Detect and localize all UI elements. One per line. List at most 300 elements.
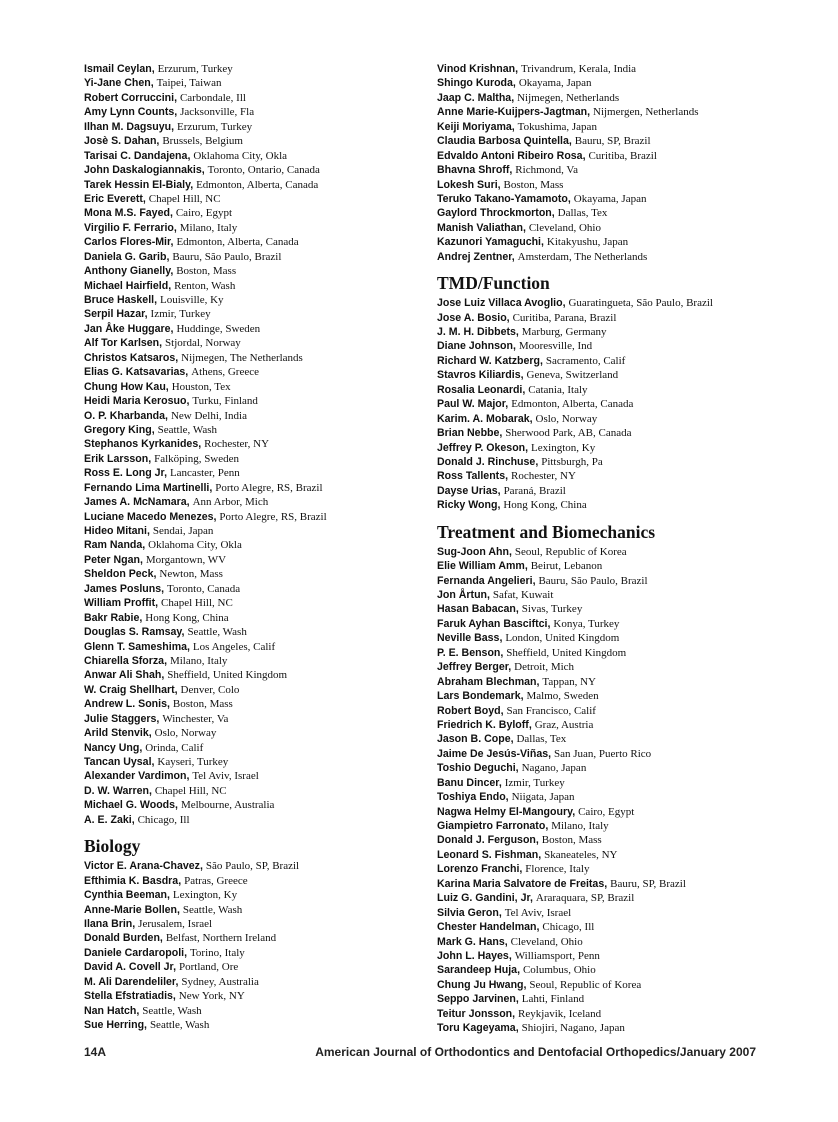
reviewer-entry [84, 235, 429, 249]
reviewer-location: Erzurum, Turkey [157, 63, 233, 75]
reviewer-location: Beirut, Lebanon [530, 560, 603, 573]
reviewer-name: Carlos Flores-Mir [84, 236, 171, 249]
reviewer-name: Ilhan M. Dagsuyu [84, 120, 172, 133]
reviewer-entry [437, 339, 777, 353]
reviewer-location: Jacksonville, Fla [180, 106, 255, 119]
reviewer-entry [84, 105, 429, 119]
reviewer-name: Anne-Marie Bollen [84, 903, 178, 916]
reviewer-name: David A. Covell Jr [84, 961, 174, 974]
separator: , [505, 791, 512, 804]
separator: , [148, 784, 155, 797]
separator: , [187, 640, 193, 653]
reviewer-name: Andrej Zentner [437, 250, 512, 263]
separator: , [530, 892, 536, 905]
reviewer-location: Seattle, Wash [142, 1004, 202, 1017]
reviewer-name: Ross Tallents [437, 470, 506, 483]
reviewer-location: Sendai, Japan [152, 525, 214, 537]
reviewer-name: Shingo Kuroda [437, 77, 513, 90]
separator: , [525, 441, 532, 454]
reviewer-entry [437, 469, 777, 483]
reviewer-location: Athens, Greece [191, 366, 259, 379]
reviewer-name: Ram Nanda [84, 539, 143, 552]
reviewer-location: Okayama, Japan [518, 77, 592, 90]
reviewer-name: Alexander Vardimon [84, 770, 187, 783]
reviewer-name: Bruce Haskell [84, 294, 155, 306]
reviewer-name: Erik Larsson [84, 452, 149, 465]
reviewer-location: Columbus, Ohio [522, 964, 596, 977]
reviewer-name: Yi-Jane Chen [84, 77, 151, 90]
separator: , [497, 499, 504, 512]
separator: , [209, 481, 216, 494]
reviewer-name: Jaime De Jesús-Viñas [437, 747, 549, 760]
reviewer-location: Houston, Tex [171, 380, 231, 393]
reviewer-name: Banu Dincer [437, 776, 499, 789]
reviewer-location: New Delhi, India [170, 409, 247, 422]
reviewer-name: Donald J. Rinchuse [437, 455, 536, 468]
reviewer-name: Stephanos Kyrkanides [84, 438, 199, 451]
reviewer-entry [437, 833, 777, 847]
reviewer-entry [84, 120, 429, 134]
reviewer-entry [84, 76, 429, 90]
reviewer-section [437, 274, 777, 513]
reviewer-entry [84, 134, 429, 148]
separator: , [515, 603, 522, 616]
reviewer-name: Manish Valiathan [437, 221, 523, 234]
section-heading: TMD/Function [437, 273, 550, 294]
separator: , [199, 860, 206, 873]
separator: , [509, 164, 516, 177]
separator: , [148, 452, 155, 465]
reviewer-name: Ismail Ceylan [84, 63, 152, 75]
separator: , [174, 91, 180, 104]
reviewer-entry [84, 409, 429, 423]
reviewer-name: Chester Handelman [437, 921, 537, 934]
separator: , [515, 63, 521, 75]
reviewer-name: Amy Lynn Counts [84, 106, 175, 119]
reviewer-entry [437, 732, 777, 746]
reviewer-location: Reykjavik, Iceland [518, 1007, 602, 1020]
reviewer-location: Paraná, Brazil [503, 484, 566, 497]
separator: , [500, 704, 507, 717]
reviewer-entry [84, 784, 429, 798]
reviewer-name: Vinod Krishnan [437, 63, 516, 75]
reviewer-entry [84, 149, 429, 163]
separator: , [131, 813, 138, 826]
reviewer-entry [84, 640, 429, 654]
separator: , [512, 77, 519, 90]
reviewer-location: Porto Alegre, RS, Brazil [219, 510, 327, 523]
reviewer-location: Falköping, Sweden [154, 452, 240, 465]
reviewer-location: Lexington, Ky [531, 441, 596, 454]
reviewer-name: Nan Hatch [84, 1004, 137, 1017]
reviewer-location: Seoul, Republic of Korea [514, 545, 627, 558]
reviewer-entry [84, 452, 429, 466]
reviewer-name: A. E. Zaki [84, 813, 132, 826]
reviewer-name: Chung Ju Hwang [437, 978, 524, 991]
reviewer-name: Karina Maria Salvatore de Freitas [437, 877, 605, 890]
separator: , [522, 383, 529, 396]
separator: , [499, 427, 506, 440]
reviewer-entry [437, 631, 777, 645]
reviewer-entry [84, 683, 429, 697]
separator: , [511, 250, 518, 263]
separator: , [572, 805, 579, 818]
reviewer-entry [84, 437, 429, 451]
separator: , [520, 369, 527, 382]
reviewer-location: Sheffield, United Kingdom [506, 646, 627, 659]
reviewer-location: Konya, Turkey [553, 617, 620, 630]
reviewer-location: Mooresville, Ind [518, 340, 593, 353]
reviewer-entry [437, 455, 777, 469]
separator: , [178, 874, 185, 887]
reviewer-location: Chicago, Ill [137, 813, 190, 826]
reviewer-entry [437, 992, 777, 1006]
reviewer-location: Newton, Mass [159, 568, 223, 581]
separator: , [541, 236, 547, 249]
separator: , [170, 236, 177, 249]
separator: , [177, 903, 183, 916]
reviewer-entry [437, 105, 777, 119]
reviewer-entry [437, 368, 777, 382]
reviewer-entry [437, 498, 777, 512]
reviewer-name: Lokesh Suri [437, 178, 498, 191]
reviewer-location: Cleveland, Ohio [510, 935, 583, 948]
reviewer-entry [84, 192, 429, 206]
separator: , [186, 496, 193, 509]
separator: , [174, 106, 181, 119]
separator: , [164, 654, 170, 667]
separator: , [510, 733, 517, 746]
separator: , [148, 727, 155, 740]
reviewer-name: Paul W. Major [437, 398, 506, 411]
separator: , [165, 409, 171, 422]
reviewer-location: Rochester, NY [204, 438, 270, 451]
separator: , [169, 207, 176, 220]
separator: , [497, 484, 504, 497]
reviewer-location: Sheffield, United Kingdom [167, 669, 288, 682]
separator: , [139, 553, 146, 566]
separator: , [567, 192, 574, 205]
reviewer-entry [84, 279, 429, 293]
reviewer-name: D. W. Warren [84, 784, 149, 797]
reviewer-location: São Paulo, SP, Brazil [205, 860, 300, 873]
reviewer-location: Stjordal, Norway [165, 337, 241, 350]
separator: , [528, 718, 535, 731]
reviewer-location: Lexington, Ky [172, 889, 238, 902]
separator: , [487, 589, 493, 601]
reviewer-name: Ricky Wong [437, 499, 498, 512]
separator: , [524, 560, 531, 573]
reviewer-location: Boston, Mass [541, 834, 602, 847]
reviewer-name: Stavros Kiliardis [437, 369, 521, 382]
separator: , [538, 848, 545, 861]
reviewer-entry [84, 466, 429, 480]
reviewer-name: Stella Efstratiadis [84, 990, 173, 1003]
reviewer-name: Hideo Mitani [84, 525, 147, 537]
reviewer-entry [84, 481, 429, 495]
separator: , [505, 470, 511, 483]
right-column [437, 62, 777, 1036]
reviewer-location: Seattle, Wash [187, 626, 247, 639]
reviewer-location: Araraquara, SP, Brazil [535, 892, 635, 905]
reviewer-name: Hasan Babacan [437, 603, 516, 616]
reviewer-location: Jerusalem, Israel [138, 917, 213, 930]
reviewer-name: Nancy Ung [84, 741, 140, 754]
reviewer-location: Toronto, Ontario, Canada [207, 164, 320, 177]
reviewer-entry [437, 848, 777, 862]
separator: , [155, 597, 162, 610]
reviewer-location: Hong Kong, China [145, 611, 229, 624]
reviewer-name: Friedrich K. Byloff [437, 718, 529, 731]
reviewer-location: Tokushima, Japan [517, 120, 597, 133]
reviewer-name: Efthimia K. Basdra [84, 874, 179, 887]
reviewer-entry [84, 423, 429, 437]
reviewer-location: Bauru, São Paulo, Brazil [538, 574, 648, 587]
reviewer-location: Winchester, Va [162, 712, 229, 725]
reviewer-name: Heidi Maria Kerosuo [84, 395, 187, 408]
reviewer-location: Turku, Finland [192, 395, 258, 408]
reviewer-entry [437, 718, 777, 732]
reviewer-entry [437, 235, 777, 249]
reviewer-location: Nagano, Japan [521, 762, 587, 775]
separator: , [190, 178, 197, 191]
reviewer-location: Edmonton, Alberta, Canada [196, 178, 319, 191]
reviewer-name: Luciane Macedo Menezes [84, 510, 214, 523]
reviewer-entry [84, 769, 429, 783]
reviewer-location: Milano, Italy [551, 820, 609, 832]
reviewer-name: Ross E. Long Jr [84, 467, 165, 480]
reviewer-entry [84, 307, 429, 321]
reviewer-name: Bhavna Shroff [437, 164, 510, 177]
separator: , [159, 337, 166, 350]
separator: , [153, 568, 160, 581]
separator: , [186, 770, 193, 783]
reviewer-name: Giampietro Farronato [437, 820, 546, 832]
separator: , [551, 207, 558, 220]
reviewer-entry [84, 524, 429, 538]
reviewer-location: Nijmegen, Netherlands [517, 91, 620, 104]
separator: , [151, 63, 158, 75]
reviewer-entry [84, 178, 429, 192]
reviewer-entry [437, 206, 777, 220]
reviewer-name: Chiarella Sforza [84, 654, 165, 667]
reviewer-entry [84, 510, 429, 524]
reviewer-location: Geneva, Switzerland [526, 369, 619, 382]
reviewer-name: Leonard S. Fishman [437, 848, 539, 861]
reviewer-entry [437, 484, 777, 498]
reviewer-location: Chapel Hill, NC [154, 784, 227, 797]
reviewer-location: Guaratingueta, São Paulo, Brazil [568, 297, 713, 310]
reviewer-name: Arild Stenvik [84, 727, 149, 740]
reviewer-location: Nijmegen, The Netherlands [181, 351, 303, 364]
reviewer-location: Orinda, Calif [145, 741, 204, 754]
reviewer-name: Seppo Jarvinen [437, 993, 516, 1006]
reviewer-name: Sheldon Peck [84, 568, 154, 581]
reviewer-name: J. M. H. Dibbets [437, 326, 516, 338]
reviewer-name: Dayse Urias [437, 484, 498, 497]
reviewer-location: Lancaster, Penn [169, 467, 240, 480]
reviewer-location: Renton, Wash [174, 279, 236, 292]
reviewer-name: Anwar Ali Shah [84, 669, 162, 682]
reviewer-location: Huddinge, Sweden [176, 322, 261, 335]
reviewer-name: Rosalia Leonardi [437, 383, 523, 396]
reviewer-location: Sacramento, Calif [545, 354, 626, 367]
reviewer-name: Gaylord Throckmorton [437, 207, 552, 220]
reviewer-location: Tel Aviv, Israel [192, 770, 259, 783]
reviewer-name: Andrew L. Sonis [84, 698, 167, 711]
reviewer-location: Sydney, Australia [181, 975, 259, 988]
reviewer-name: Karim. A. Mobarak [437, 412, 530, 425]
reviewer-section [437, 62, 777, 264]
reviewer-entry [84, 946, 429, 960]
reviewer-name: Diane Johnson [437, 340, 513, 353]
reviewer-section [84, 62, 429, 827]
reviewer-name: O. P. Kharbanda [84, 409, 166, 422]
reviewer-entry [84, 264, 429, 278]
reviewer-entry [437, 325, 777, 339]
separator: , [156, 135, 163, 148]
reviewer-name: Michael Hairfield [84, 279, 169, 292]
reviewer-location: Marburg, Germany [521, 326, 607, 338]
reviewer-entry [437, 891, 777, 905]
reviewer-name: Donald Burden [84, 932, 160, 945]
separator: , [146, 525, 153, 537]
reviewer-entry [84, 62, 429, 76]
reviewer-location: Bauru, SP, Brazil [574, 135, 651, 148]
separator: , [175, 799, 181, 812]
reviewer-location: Oklahoma City, Okla [148, 539, 242, 552]
separator: , [139, 741, 146, 754]
reviewer-name: Fernanda Angelieri [437, 574, 533, 587]
reviewer-name: Serpil Hazar [84, 308, 145, 321]
reviewer-location: Izmir, Turkey [150, 308, 211, 321]
reviewer-name: Tancan Uysal [84, 756, 152, 768]
reviewer-name: Edvaldo Antoni Ribeiro Rosa [437, 149, 583, 162]
reviewer-location: Cairo, Egypt [578, 805, 635, 818]
separator: , [582, 149, 589, 162]
reviewer-name: Toru Kageyama [437, 1022, 516, 1035]
reviewer-entry [84, 625, 429, 639]
reviewer-entry [84, 726, 429, 740]
reviewer-entry [437, 920, 777, 934]
reviewer-name: Cynthia Beeman [84, 889, 168, 902]
reviewer-name: Tarek Hessin El-Bialy [84, 178, 191, 191]
reviewer-entry [84, 697, 429, 711]
reviewer-entry [84, 495, 429, 509]
reviewer-entry [84, 668, 429, 682]
reviewer-location: Tel Aviv, Israel [504, 906, 572, 919]
separator: , [181, 626, 188, 639]
reviewer-name: Peter Ngan [84, 553, 140, 566]
separator: , [156, 712, 163, 725]
reviewer-name: Elie William Amm [437, 560, 525, 573]
reviewer-entry [437, 383, 777, 397]
reviewer-entry [437, 178, 777, 192]
reviewer-entry [437, 660, 777, 674]
reviewer-name: Gregory King [84, 423, 152, 436]
separator: , [185, 366, 192, 379]
separator: , [529, 412, 536, 425]
separator: , [175, 975, 182, 988]
separator: , [144, 308, 151, 321]
reviewer-location: Curitiba, Parana, Brazil [512, 311, 617, 324]
reviewer-name: Daniela G. Garib [84, 250, 167, 263]
separator: , [132, 917, 139, 930]
reviewer-entry [437, 747, 777, 761]
reviewer-entry [437, 441, 777, 455]
separator: , [175, 351, 182, 364]
reviewer-name: James A. McNamara [84, 496, 187, 509]
reviewer-location: Milano, Italy [169, 654, 228, 667]
separator: , [150, 77, 157, 90]
separator: , [165, 380, 172, 393]
separator: , [568, 135, 575, 148]
separator: , [562, 297, 569, 310]
reviewer-entry [84, 163, 429, 177]
reviewer-name: Donald J. Ferguson [437, 834, 536, 847]
reviewer-entry [437, 574, 777, 588]
reviewer-entry [84, 712, 429, 726]
reviewer-location: Oklahoma City, Okla [193, 149, 288, 162]
reviewer-location: Sherwood Park, AB, Canada [505, 427, 632, 440]
separator: , [167, 889, 173, 902]
separator: , [505, 398, 512, 411]
separator: , [498, 906, 505, 919]
reviewer-entry [84, 975, 429, 989]
reviewer-name: Toshio Deguchi [437, 762, 516, 775]
reviewer-location: Boston, Mass [176, 265, 237, 278]
reviewer-location: Malmo, Sweden [526, 690, 599, 703]
reviewer-name: Teitur Jonsson [437, 1007, 513, 1020]
reviewer-location: Detroit, Mich [514, 661, 575, 674]
reviewer-location: Carbondale, Ill [179, 91, 246, 104]
reviewer-name: Claudia Barbosa Quintella [437, 135, 569, 148]
reviewer-name: Luiz G. Gandini, Jr [437, 892, 531, 905]
separator: , [536, 921, 543, 934]
reviewer-entry [84, 596, 429, 610]
reviewer-location: San Francisco, Calif [506, 704, 596, 717]
reviewer-name: Tarisai C. Dandajena [84, 149, 188, 162]
reviewer-location: Belfast, Northern Ireland [165, 932, 277, 945]
reviewer-entry [84, 1004, 429, 1018]
reviewer-name: Sug-Joon Ahn [437, 545, 509, 558]
reviewer-location: Rochester, NY [510, 470, 576, 483]
reviewer-name: Mark G. Hans [437, 935, 505, 948]
reviewer-entry [84, 755, 429, 769]
reviewer-section [84, 837, 429, 1032]
reviewer-section [437, 523, 777, 1036]
reviewer-entry [437, 704, 777, 718]
reviewer-entry [437, 62, 777, 76]
reviewer-entry [437, 296, 777, 310]
separator: , [532, 574, 539, 587]
separator: , [511, 120, 518, 133]
reviewer-location: Brussels, Belgium [162, 135, 243, 148]
reviewer-entry [84, 394, 429, 408]
reviewer-location: Kitakyushu, Japan [546, 236, 629, 249]
reviewer-name: Abraham Blechman [437, 675, 537, 688]
separator: , [161, 582, 168, 595]
reviewer-entry [84, 365, 429, 379]
reviewer-name: Lorenzo Franchi [437, 863, 520, 876]
reviewer-name: Jason B. Cope [437, 733, 511, 746]
reviewer-entry [84, 654, 429, 668]
reviewer-name: James Posluns [84, 582, 162, 595]
separator: , [173, 221, 180, 234]
reviewer-location: Bauru, SP, Brazil [610, 877, 686, 890]
reviewer-entry [437, 149, 777, 163]
separator: , [213, 510, 220, 523]
